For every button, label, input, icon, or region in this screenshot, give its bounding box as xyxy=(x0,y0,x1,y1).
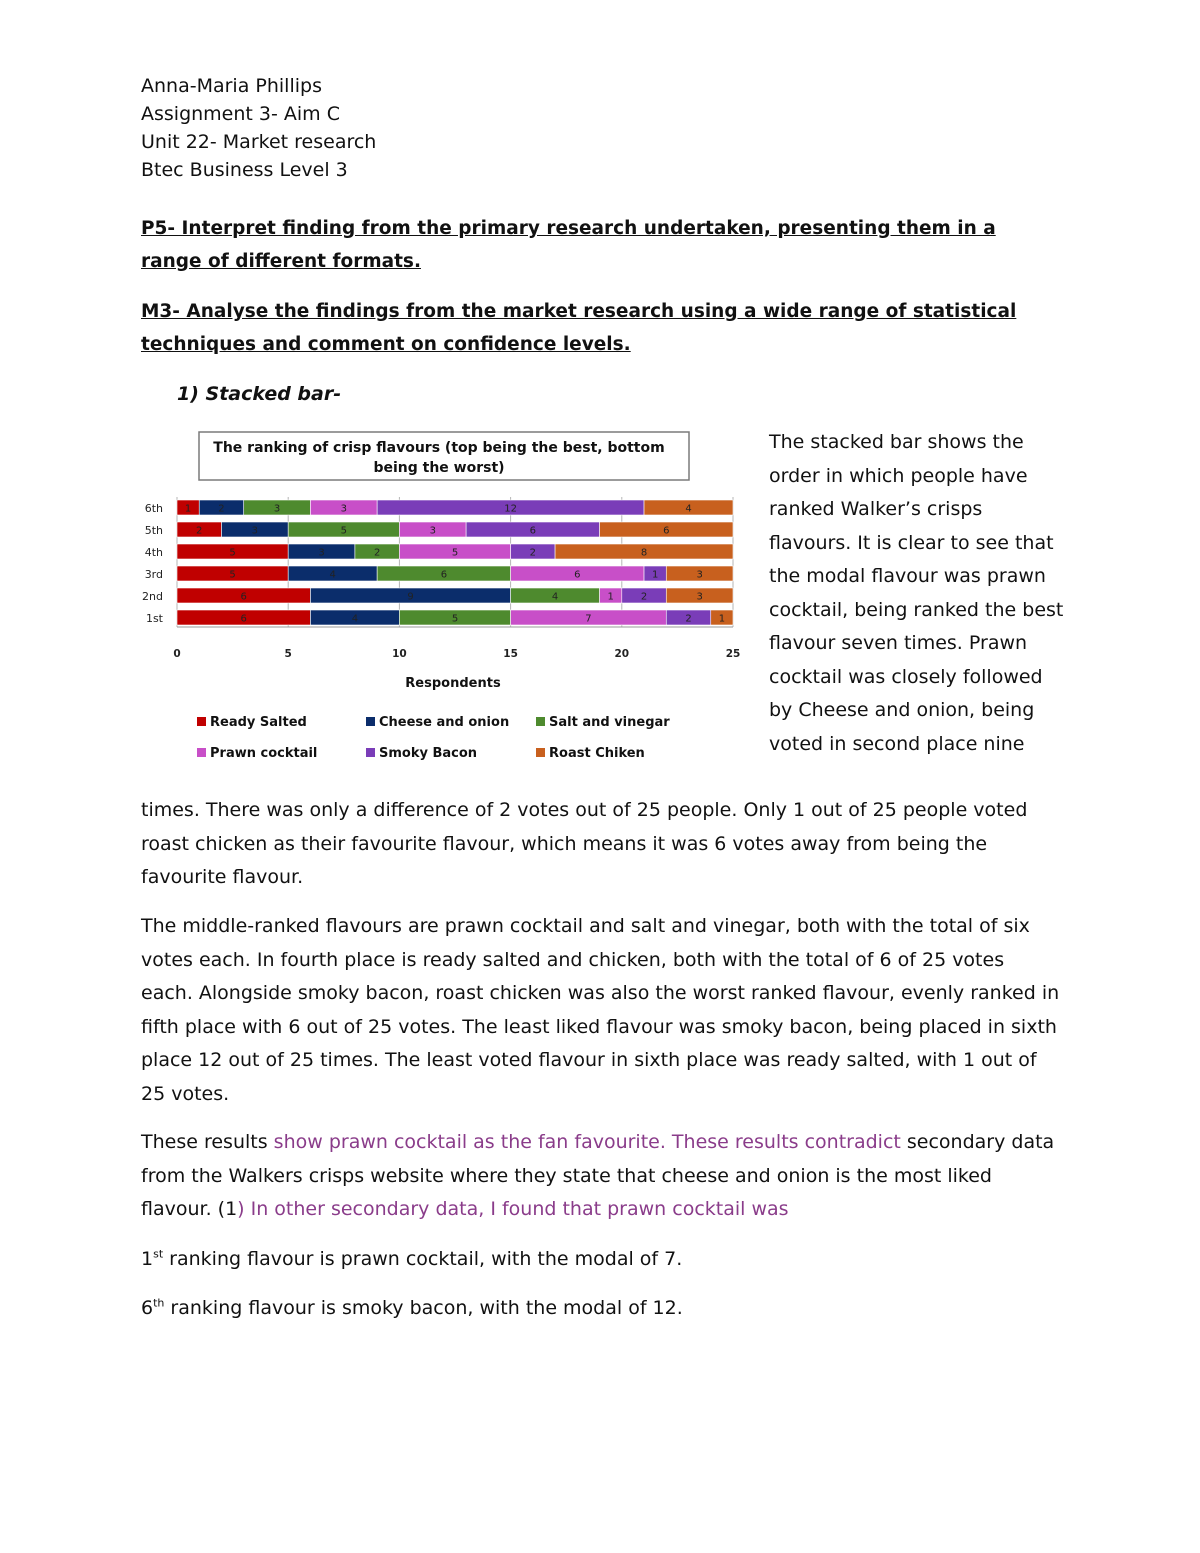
bar-segment-label: 1 xyxy=(607,591,614,603)
legend-label: Ready Salted xyxy=(210,715,307,730)
legend-label: Roast Chiken xyxy=(549,746,645,761)
bar-segment-label: 12 xyxy=(504,503,517,515)
bar-segment-label: 3 xyxy=(340,503,347,515)
legend-swatch xyxy=(536,748,545,757)
legend-label: Salt and vinegar xyxy=(549,715,670,730)
bar-segment-label: 6 xyxy=(663,525,670,537)
author-name: Anna-Maria Phillips xyxy=(141,75,322,97)
first-rank-number: 1 xyxy=(141,1248,154,1270)
bars-layer xyxy=(142,497,733,627)
y-category-label: 6th xyxy=(144,502,163,515)
bar-segment-label: 7 xyxy=(585,613,592,625)
bar-segment-label: 1 xyxy=(184,503,192,515)
x-tick-label: 10 xyxy=(392,648,407,660)
sixth-rank-number: 6 xyxy=(141,1297,154,1319)
x-tick-label: 25 xyxy=(725,648,740,660)
bar-segment-label: 2 xyxy=(196,525,203,537)
bar-segment-label: 6 xyxy=(440,569,448,581)
legend-swatch xyxy=(366,748,375,757)
body-paragraph-2: The middle-ranked flavours are prawn cocktail and salt and vinegar, both with the total of six votes each. In fourth place is ready salted and chicken, both with the total of 6 of 25 votes each. Alongside smoky bacon, roast chicken was also the worst ranked flavour, evenly ranked in fifth place with 6 out of 25 votes. The least liked flavour was smoky bacon, being placed in sixth place 12 out of 25 times. The least voted flavour in sixth place was ready salted, with 1 out of 25 votes. xyxy=(141,915,1060,1105)
para3-highlight-2: ) In other secondary data, I found that prawn cocktail was xyxy=(237,1198,789,1220)
y-category-label: 3rd xyxy=(144,568,163,581)
bar-segment-label: 4 xyxy=(329,569,336,581)
first-rank-text: ranking flavour is prawn cocktail, with the modal of 7. xyxy=(163,1248,683,1270)
chart-title-line2: being the worst) xyxy=(373,460,505,476)
x-tick-label: 20 xyxy=(614,648,630,660)
bar-segment-label: 4 xyxy=(351,613,359,625)
bar-segment-label: 5 xyxy=(340,525,347,537)
x-tick-label: 0 xyxy=(173,648,181,660)
first-ranking-line xyxy=(141,1243,1061,1277)
para3-highlight-1: show prawn cocktail as the fan favourite. These results contradict xyxy=(273,1131,901,1153)
first-rank-suffix: st xyxy=(153,1247,164,1261)
unit-line: Unit 22- Market research xyxy=(141,131,377,153)
bar-segment-label: 2 xyxy=(373,547,381,559)
task-p5: P5- Interpret finding from the primary research undertaken, presenting them in a range of different formats. xyxy=(141,218,996,272)
bar-segment-label: 1 xyxy=(718,613,726,625)
bar-segment-label: 3 xyxy=(273,503,281,515)
legend-swatch xyxy=(366,717,375,726)
sixth-rank-suffix: th xyxy=(153,1296,165,1310)
bar-segment-label: 8 xyxy=(640,547,648,559)
sixth-ranking-line xyxy=(141,1292,1061,1326)
bar-segment-label: 5 xyxy=(451,613,459,625)
bar-segment-label: 2 xyxy=(529,547,537,559)
bar-segment-label: 2 xyxy=(685,613,692,625)
assignment-line: Assignment 3- Aim C xyxy=(141,103,340,125)
bar-segment-label: 3 xyxy=(429,525,436,537)
chart-title-line1: The ranking of crisp flavours (top being the best, bottom xyxy=(213,440,665,456)
bar-segment-label: 4 xyxy=(551,591,559,603)
bar-segment-label: 6 xyxy=(574,569,581,581)
legend-label: Cheese and onion xyxy=(379,715,510,730)
legend-label: Smoky Bacon xyxy=(379,746,478,761)
para3-text-c: secondary data from the Walkers crisps website where they state that cheese and onion is the most liked flavour. (1 xyxy=(141,1131,1055,1220)
bar-segment-label: 4 xyxy=(685,503,692,515)
ticks-layer xyxy=(173,648,740,660)
bar-segment-label: 3 xyxy=(696,591,703,603)
course-line: Btec Business Level 3 xyxy=(141,159,348,181)
legend-swatch xyxy=(197,717,206,726)
bar-segment-label: 5 xyxy=(229,547,236,559)
y-category-label: 5th xyxy=(144,524,163,537)
legend-swatch xyxy=(536,717,545,726)
bar-segment-label: 6 xyxy=(240,613,247,625)
task-m3: M3- Analyse the findings from the market research using a wide range of statistical techniques and comment on confidence levels. xyxy=(141,301,1017,355)
x-axis-title: Respondents xyxy=(405,676,501,691)
bar-segment-label: 2 xyxy=(640,591,648,603)
legend-label: Prawn cocktail xyxy=(210,746,318,761)
section-heading: 1) Stacked bar- xyxy=(177,383,342,405)
y-category-label: 2nd xyxy=(142,590,163,603)
x-tick-label: 15 xyxy=(503,648,518,660)
bar-segment-label: 9 xyxy=(407,591,414,603)
para3-text-a: These results xyxy=(141,1131,274,1153)
legend-swatch xyxy=(197,748,206,757)
stacked-bar-chart xyxy=(140,428,740,778)
legend xyxy=(197,715,670,761)
bar-segment-label: 2 xyxy=(218,503,225,515)
body-paragraph-1: times. There was only a difference of 2 votes out of 25 people. Only 1 out of 25 people voted roast chicken as their favourite flavour, which means it was 6 votes away from being the favourite flavour. xyxy=(141,799,1028,888)
bar-segment-label: 6 xyxy=(529,525,537,537)
y-category-label: 1st xyxy=(145,612,163,625)
side-paragraph: The stacked bar shows the order in which people have ranked Walker’s crisps flavours. It is clear to see that the modal flavour was prawn cocktail, being ranked the best flavour seven times. Prawn cocktail was closely followed by Cheese and onion, being voted in second place nine xyxy=(769,431,1064,755)
y-category-label: 4th xyxy=(144,546,163,559)
x-tick-label: 5 xyxy=(284,648,292,660)
bar-segment-label: 3 xyxy=(318,547,325,559)
bar-segment-label: 3 xyxy=(696,569,703,581)
body-paragraph-3 xyxy=(141,1126,1061,1227)
bar-segment-label: 6 xyxy=(240,591,247,603)
bar-segment-label: 3 xyxy=(251,525,259,537)
bar-segment-label: 5 xyxy=(451,547,459,559)
bar-segment-label: 1 xyxy=(651,569,659,581)
bar-segment-label: 5 xyxy=(229,569,236,581)
sixth-rank-text: ranking flavour is smoky bacon, with the modal of 12. xyxy=(164,1297,683,1319)
